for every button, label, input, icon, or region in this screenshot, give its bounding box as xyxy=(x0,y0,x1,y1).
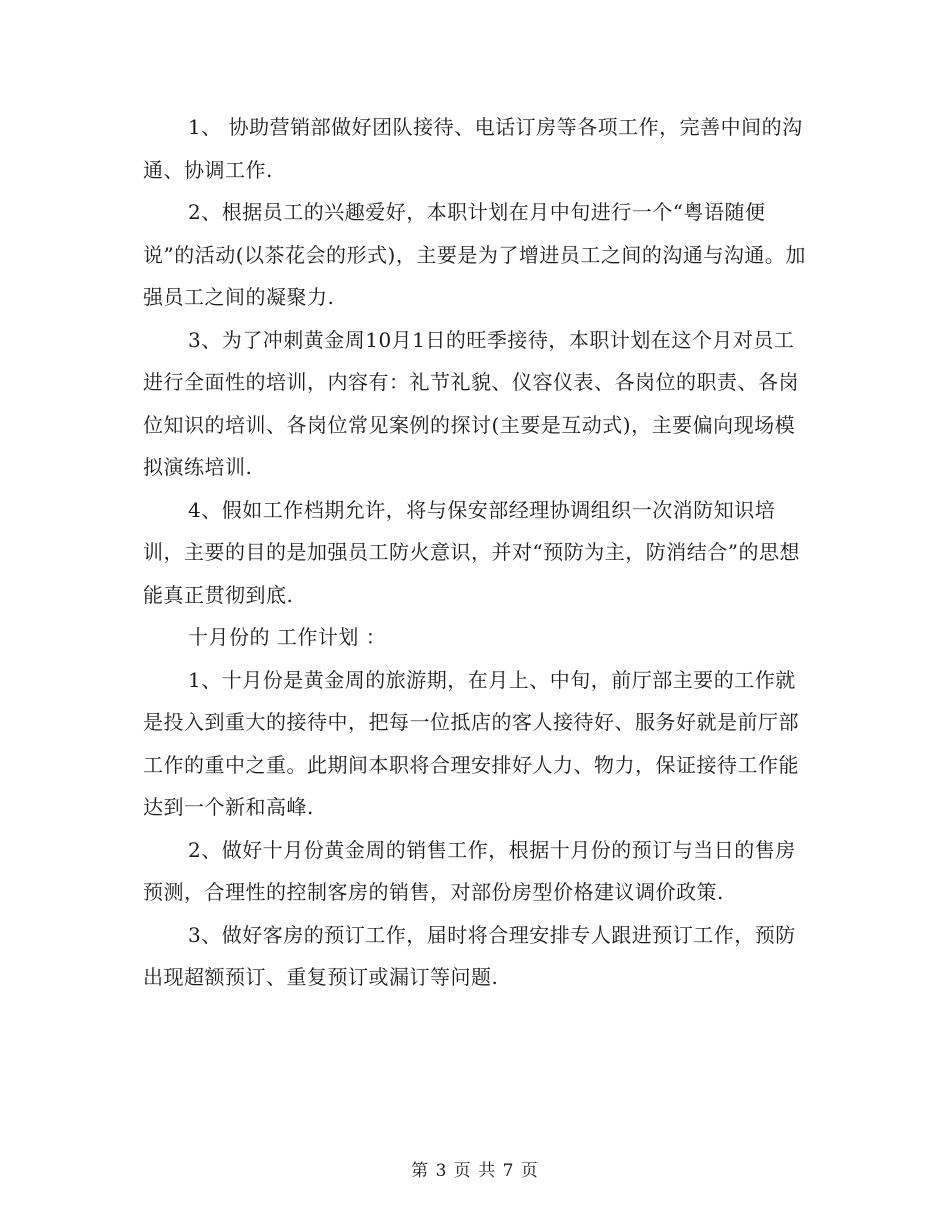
paragraph-item-6: 2、做好十月份黄金周的销售工作，根据十月份的预订与当日的售房预测，合理性的控制客房的销售，对部份房型价格建议调价政策. xyxy=(143,837,796,904)
paragraph-item-5: 1、十月份是黄金周的旅游期，在月上、中旬，前厅部主要的工作就是投入到重大的接待中，把每一位抵店的客人接待好、服务好就是前厅部工作的重中之重。此期间本职将合理安排好人力、物力，保证接待工作能达到一个新和高峰. xyxy=(143,667,799,819)
section-heading-october-plan: 十月份的 工作计划 ： xyxy=(188,625,387,649)
paragraph-item-1: 1、 协助营销部做好团队接待、电话订房等各项工作，完善中间的沟通、协调工作. xyxy=(143,115,803,182)
document-body xyxy=(143,106,809,999)
paragraph-item-2: 2、根据员工的兴趣爱好，本职计划在月中旬进行一个“粤语随便说”的活动(以茶花会的形式)，主要是为了增进员工之间的沟通与沟通。加强员工之间的凝聚力. xyxy=(143,200,806,309)
paragraph-item-4: 4、假如工作档期允许，将与保安部经理协调组织一次消防知识培训，主要的目的是加强员工防火意识，并对“预防为主，防消结合”的思想能真正贯彻到底. xyxy=(143,497,800,607)
paragraph-item-7: 3、做好客房的预订工作，届时将合理安排专人跟进预订工作，预防出现超额预订、重复预订或漏订等问题. xyxy=(143,922,796,989)
paragraph-item-3: 3、为了冲刺黄金周10月1日的旺季接待，本职计划在这个月对员工进行全面性的培训，内容有：礼节礼貌、仪容仪表、各岗位的职责、各岗位知识的培训、各岗位常见案例的探讨(主要是互动式)，主要偏向现场模拟演练培训. xyxy=(143,327,799,479)
page-number-footer: 第 3 页 共 7 页 xyxy=(411,1161,539,1181)
